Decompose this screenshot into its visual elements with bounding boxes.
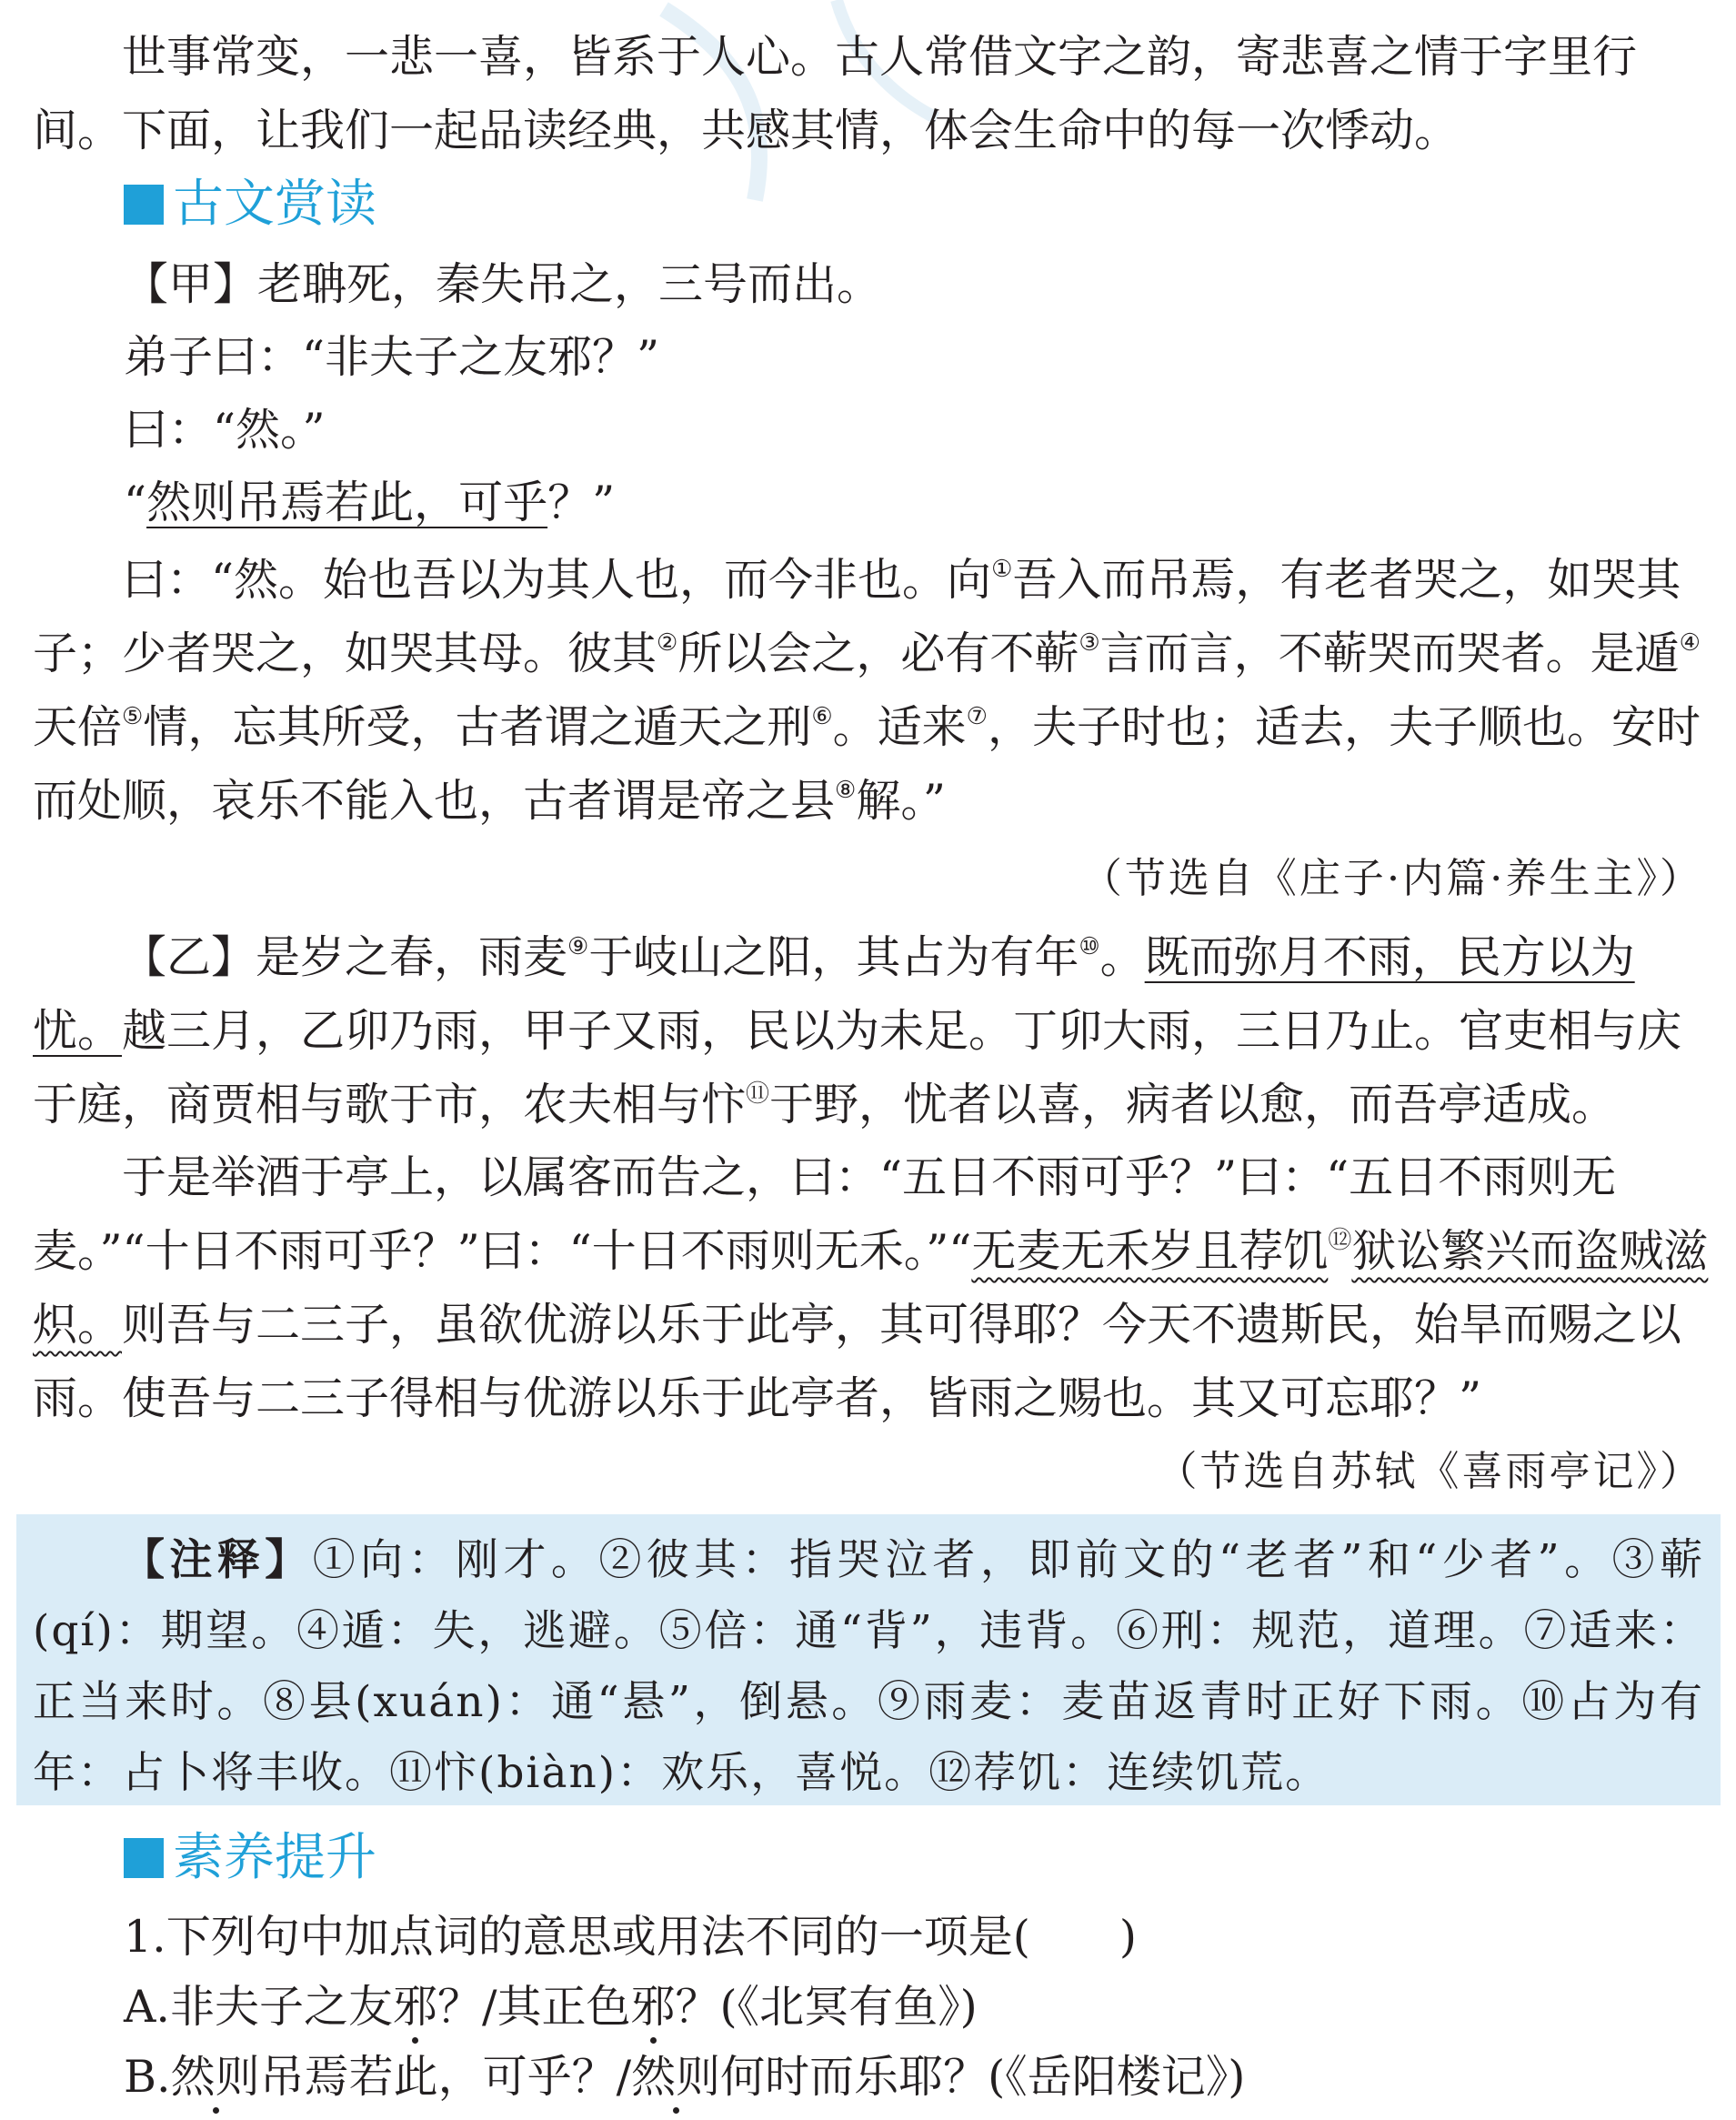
- text-run: 解。”: [856, 775, 946, 827]
- jia-line-1: 【甲】老聃死，秦失吊之，三号而出。: [124, 258, 882, 310]
- underlined-sentence: 然则吊焉若此，可乎: [146, 477, 548, 528]
- text-run: 于是举酒于亭上，以属客而告之，曰：“五日不雨可乎？”曰：“五日不雨则无麦。”“十日不雨可乎？”曰：“十日不雨则无禾。”“: [33, 1151, 1617, 1277]
- option-b: [124, 2045, 1245, 2109]
- wavy-underlined-sentence: 狱讼繁兴而盗贼滋炽。: [33, 1225, 1709, 1351]
- heading-square-icon: [124, 185, 164, 225]
- section-title: 古文赏读: [173, 175, 376, 234]
- footnote-mark: ⑦: [966, 703, 988, 730]
- footnote-mark: ①: [991, 556, 1013, 583]
- source-sushi: （节选自苏轼《喜雨亭记》）: [1156, 1447, 1703, 1495]
- footnote-mark: ⑪: [746, 1080, 770, 1108]
- footnote-mark: ⑥: [811, 703, 833, 730]
- heading-square-icon: [124, 1838, 164, 1878]
- text-run: A.非夫子之友: [124, 1981, 393, 2033]
- option-a: [124, 1975, 978, 2039]
- dotted-word: 邪: [630, 1981, 676, 2033]
- source-zhuangzi: （节选自《庄子·内篇·养生主》）: [1080, 854, 1703, 902]
- annotation-text: [33, 1525, 1704, 1809]
- footnote-mark: ②: [657, 629, 678, 657]
- jia-line-2: 弟子曰：“非夫子之友邪？”: [124, 331, 660, 383]
- quote-open: “: [124, 477, 147, 528]
- footnote-mark: ⑤: [122, 703, 144, 730]
- text-run: 所以会之，必有不蕲: [677, 628, 1079, 679]
- text-run: 情，忘其所受，古者谓之遁天之刑: [143, 701, 812, 753]
- section-heading-reading: [124, 173, 376, 236]
- text-run: B.: [124, 2051, 171, 2103]
- annotation-label: 【注释】: [122, 1535, 313, 1585]
- jia-paragraph: [33, 543, 1711, 838]
- question-stem: 1.下列句中加点词的意思或用法不同的一项是( ): [124, 1911, 1137, 1963]
- dotted-word: 然则: [631, 2051, 721, 2103]
- text-run: 【乙】是岁之春，雨麦: [122, 931, 568, 983]
- section-heading-practice: [124, 1826, 376, 1890]
- dotted-word: 然则: [170, 2051, 260, 2103]
- underlined-sentence: 既而弥月不雨，民方以为忧。: [33, 931, 1635, 1057]
- text-run: 曰：“然。始也吾以为其人也，而今非也。向: [122, 554, 992, 606]
- footnote-mark: ⑩: [1079, 933, 1100, 960]
- yi-paragraph-1: [33, 920, 1711, 1141]
- text-run: 于岐山之阳，其占为有年: [588, 931, 1079, 983]
- footnote-mark: ③: [1079, 629, 1100, 657]
- annotation-body: ①向：刚才。②彼其：指哭泣者，即前文的“老者”和“少者”。③蕲(qí)：期望。④遁：失，逃避。⑤倍：通“背”，违背。⑥刑：规范，道理。⑦适来：正当来时。⑧县(xuán)：通“悬”，倒悬。⑨雨麦：麦苗返青时正好下雨。⑩占为有年：占卜将丰收。⑪忭(biàn)：欢乐，喜悦。⑫荐饥：连续饥荒。: [33, 1535, 1704, 1798]
- jia-line-3: 曰：“然。”: [124, 404, 326, 456]
- text-run: 何时而乐耶？(《岳阳楼记》): [720, 2051, 1246, 2103]
- text-run: ，夫子时也；适去，夫子顺也。安时而处顺，哀乐不能入也，古者谓是帝之县: [33, 701, 1701, 827]
- text-run: ？(《北冥有鱼》): [675, 1981, 978, 2033]
- section-title: 素养提升: [173, 1828, 376, 1887]
- text-run: 则吾与二三子，虽欲优游以乐于此亭，其可得耶？今天不遗斯民，始旱而赐之以雨。使吾与二三子得相与优游以乐于此亭者，皆雨之赐也。其又可忘耶？”: [33, 1299, 1682, 1424]
- text-run: ？/其正色: [437, 1981, 631, 2033]
- text-run: 言而言，不蕲哭而哭者。是遁: [1099, 628, 1680, 679]
- footnote-mark: ⑧: [835, 777, 857, 804]
- text-run: 。: [1099, 931, 1145, 983]
- footnote-mark: ⑨: [567, 933, 589, 960]
- text-run: 吊焉若此，可乎？/: [259, 2051, 632, 2103]
- text-run: 。适来: [832, 701, 967, 753]
- text-run: 天倍: [33, 701, 123, 753]
- footnote-mark: ⑫: [1328, 1227, 1352, 1254]
- dotted-word: 邪: [392, 1981, 437, 2033]
- yi-paragraph-2: [33, 1140, 1711, 1435]
- intro-paragraph: 世事常变，一悲一喜，皆系于人心。古人常借文字之韵，寄悲喜之情于字里行间。下面，让我们一起品读经典，共感其情，体会生命中的每一次悸动。: [33, 31, 1638, 156]
- text-run: 于野，忧者以喜，病者以愈，而吾亭适成。: [769, 1079, 1617, 1130]
- quote-close: ？”: [547, 477, 616, 528]
- jia-line-4: [124, 471, 615, 535]
- footnote-mark: ④: [1679, 629, 1701, 657]
- text-run: 越三月，乙卯乃雨，甲子又雨，民以为未足。丁卯大雨，三日乃止。官吏相与庆于庭，商贾相与歌于市，农夫相与忭: [33, 1005, 1682, 1130]
- annotation-box: [16, 1514, 1721, 1805]
- text-run: 吾入而吊焉，有老者哭之，如哭其子；少者哭之，如哭其母。彼其: [33, 554, 1681, 679]
- wavy-underlined-sentence: 无麦无禾岁且荐饥: [971, 1225, 1329, 1277]
